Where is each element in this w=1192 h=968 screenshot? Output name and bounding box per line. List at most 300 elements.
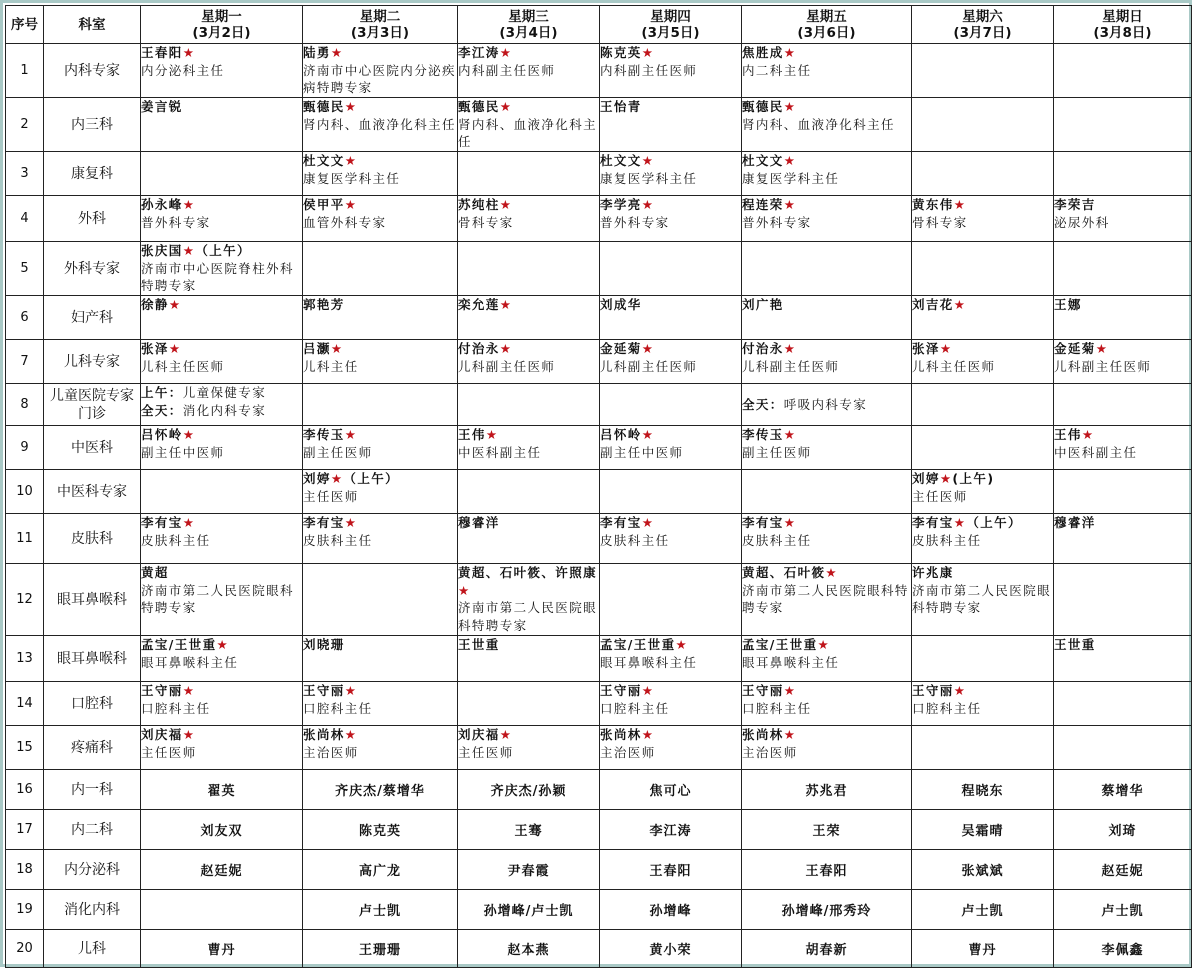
table-row bbox=[6, 98, 1192, 152]
row-number: 1 bbox=[6, 44, 44, 98]
row-number: 12 bbox=[6, 564, 44, 636]
schedule-cell bbox=[600, 296, 742, 340]
table-row bbox=[6, 152, 1192, 196]
doctor-on-duty: 赵廷妮 bbox=[141, 850, 303, 890]
doctor-title: 主治医师 bbox=[303, 744, 359, 760]
doctor-name-text: 李有宝 bbox=[912, 515, 954, 530]
doctor-name-text: 王伟 bbox=[1054, 427, 1082, 442]
schedule-cell bbox=[742, 636, 912, 682]
doctor-title: 内科副主任医师 bbox=[600, 62, 698, 78]
schedule-cell bbox=[912, 44, 1054, 98]
doctor-name-text: 刘庆福 bbox=[141, 727, 183, 742]
star-icon: ★ bbox=[817, 637, 831, 652]
doctor-name bbox=[912, 564, 1053, 582]
doctor-name-text: 穆睿洋 bbox=[1054, 515, 1096, 530]
schedule-cell bbox=[742, 196, 912, 242]
doctor-name bbox=[912, 196, 1053, 214]
doctor-name-text: 许兆康 bbox=[912, 565, 954, 580]
schedule-cell bbox=[458, 340, 600, 384]
doctor-name bbox=[912, 470, 1053, 488]
doctor-name bbox=[600, 152, 741, 170]
schedule-cell bbox=[1054, 514, 1192, 564]
schedule-cell bbox=[458, 682, 600, 726]
doctor-name bbox=[141, 340, 302, 358]
day-date: (3月2日) bbox=[192, 24, 251, 41]
doctor-name bbox=[141, 196, 302, 214]
doctor-on-duty bbox=[141, 890, 303, 930]
doctor-name-text: 李荣吉 bbox=[1054, 197, 1096, 212]
doctor-title: 主治医师 bbox=[600, 744, 656, 760]
schedule-cell bbox=[912, 636, 1054, 682]
doctor-title: 康复医学科主任 bbox=[600, 170, 698, 186]
doctor-title: 口腔科主任 bbox=[912, 700, 982, 716]
department-name: 内科专家 bbox=[44, 44, 141, 98]
doctor-title: 内二科主任 bbox=[742, 62, 812, 78]
table-row bbox=[6, 726, 1192, 770]
doctor-name bbox=[303, 98, 457, 116]
doctor-on-duty: 吴霜晴 bbox=[912, 810, 1054, 850]
session-label: 全天： bbox=[742, 396, 784, 412]
doctor-name bbox=[458, 726, 599, 744]
row-number: 19 bbox=[6, 890, 44, 930]
doctor-name bbox=[912, 296, 1053, 314]
header-day-tue bbox=[303, 6, 458, 44]
schedule-cell bbox=[303, 340, 458, 384]
schedule-cell bbox=[141, 340, 303, 384]
star-icon: ★ bbox=[182, 243, 196, 258]
doctor-name-text: 焦胜成 bbox=[742, 45, 784, 60]
schedule-cell bbox=[458, 470, 600, 514]
doctor-name-text: 金延菊 bbox=[600, 341, 642, 356]
doctor-on-duty: 王珊珊 bbox=[303, 930, 458, 968]
star-icon: ★ bbox=[499, 197, 513, 212]
doctor-name bbox=[141, 636, 302, 654]
doctor-on-duty: 刘琦 bbox=[1054, 810, 1192, 850]
star-icon: ★ bbox=[783, 515, 797, 530]
star-icon: ★ bbox=[182, 515, 196, 530]
doctor-name-text: 张泽 bbox=[141, 341, 169, 356]
schedule-cell bbox=[141, 726, 303, 770]
table-row bbox=[6, 426, 1192, 470]
doctor-title: 皮肤科主任 bbox=[141, 532, 211, 548]
doctor-title: 骨科专家 bbox=[458, 214, 514, 230]
header-day-thu bbox=[600, 6, 742, 44]
star-icon: ★ bbox=[330, 471, 344, 486]
doctor-name bbox=[600, 340, 741, 358]
schedule-cell bbox=[912, 726, 1054, 770]
table-row bbox=[6, 810, 1192, 850]
schedule-cell bbox=[912, 196, 1054, 242]
doctor-name bbox=[1054, 514, 1191, 532]
doctor-title: 济南市中心医院内分泌疾病特聘专家 bbox=[303, 62, 456, 95]
doctor-name bbox=[742, 44, 911, 62]
doctor-on-duty: 孙增峰/邢秀玲 bbox=[742, 890, 912, 930]
star-icon: ★ bbox=[783, 341, 797, 356]
doctor-title: 内分泌科主任 bbox=[141, 62, 225, 78]
doctor-on-duty: 齐庆杰/蔡增华 bbox=[303, 770, 458, 810]
row-number: 18 bbox=[6, 850, 44, 890]
department-name: 妇产科 bbox=[44, 296, 141, 340]
department-name: 消化内科 bbox=[44, 890, 141, 930]
schedule-cell bbox=[141, 44, 303, 98]
doctor-name bbox=[600, 196, 741, 214]
schedule-cell bbox=[458, 726, 600, 770]
table-row bbox=[6, 470, 1192, 514]
department-name: 内一科 bbox=[44, 770, 141, 810]
doctor-name-text: 王世重 bbox=[458, 637, 500, 652]
doctor-name-text: 刘婷 bbox=[303, 471, 331, 486]
schedule-cell bbox=[303, 242, 458, 296]
doctor-on-duty: 王春阳 bbox=[742, 850, 912, 890]
table-row bbox=[6, 682, 1192, 726]
doctor-name bbox=[912, 682, 1053, 700]
doctor-title: 济南市中心医院脊柱外科特聘专家 bbox=[141, 260, 294, 293]
doctor-name bbox=[742, 296, 911, 314]
star-icon: ★ bbox=[499, 341, 513, 356]
doctor-name bbox=[1054, 426, 1191, 444]
schedule-cell bbox=[600, 340, 742, 384]
doctor-name-text: 李传玉 bbox=[303, 427, 345, 442]
doctor-name-text: 李有宝 bbox=[141, 515, 183, 530]
schedule-cell bbox=[1054, 426, 1192, 470]
doctor-name-text: 王守丽 bbox=[742, 683, 784, 698]
doctor-name bbox=[600, 514, 741, 532]
schedule-cell bbox=[303, 426, 458, 470]
doctor-name bbox=[303, 514, 457, 532]
doctor-name-text: 王怡青 bbox=[600, 99, 642, 114]
department-name: 内分泌科 bbox=[44, 850, 141, 890]
doctor-name bbox=[600, 726, 741, 744]
schedule-cell bbox=[600, 98, 742, 152]
doctor-title: 肾内科、血液净化科主任 bbox=[742, 116, 895, 132]
star-icon: ★ bbox=[675, 637, 689, 652]
schedule-cell bbox=[303, 152, 458, 196]
doctor-name-text: 张尚林 bbox=[303, 727, 345, 742]
star-icon: ★ bbox=[344, 683, 358, 698]
table-row bbox=[6, 890, 1192, 930]
schedule-cell bbox=[742, 514, 912, 564]
schedule-cell bbox=[742, 726, 912, 770]
schedule-cell bbox=[1054, 726, 1192, 770]
doctor-title: 副主任医师 bbox=[742, 444, 812, 460]
star-icon: ★ bbox=[499, 297, 513, 312]
day-name: 星期三 bbox=[508, 8, 549, 25]
doctor-title: 副主任中医师 bbox=[141, 444, 225, 460]
star-icon: ★ bbox=[641, 727, 655, 742]
doctor-on-duty: 卢士凯 bbox=[912, 890, 1054, 930]
doctor-name-text: 甄德民 bbox=[303, 99, 345, 114]
star-icon: ★ bbox=[1081, 427, 1095, 442]
doctor-on-duty: 程晓东 bbox=[912, 770, 1054, 810]
doctor-title: 主任医师 bbox=[141, 744, 197, 760]
doctor-title: 骨科专家 bbox=[912, 214, 968, 230]
row-number: 11 bbox=[6, 514, 44, 564]
doctor-name-text: 张庆国 bbox=[141, 243, 183, 258]
star-icon: ★ bbox=[783, 197, 797, 212]
doctor-name-text: 姜言锐 bbox=[141, 99, 183, 114]
doctor-on-duty: 卢士凯 bbox=[1054, 890, 1192, 930]
row-number: 2 bbox=[6, 98, 44, 152]
star-icon: ★ bbox=[953, 297, 967, 312]
schedule-cell bbox=[912, 384, 1054, 426]
schedule-cell bbox=[303, 44, 458, 98]
day-date: (3月8日) bbox=[1093, 24, 1152, 41]
schedule-cell bbox=[912, 296, 1054, 340]
doctor-name-text: 金延菊 bbox=[1054, 341, 1096, 356]
table-row bbox=[6, 196, 1192, 242]
doctor-name bbox=[742, 152, 911, 170]
schedule-cell bbox=[742, 470, 912, 514]
doctor-title: 皮肤科主任 bbox=[303, 532, 373, 548]
doctor-name-text: 付治永 bbox=[742, 341, 784, 356]
department-name: 儿童医院专家门诊 bbox=[44, 384, 141, 426]
doctor-name-text: 刘广艳 bbox=[742, 297, 784, 312]
doctor-name bbox=[141, 564, 302, 582]
doctor-on-duty: 高广龙 bbox=[303, 850, 458, 890]
doctor-name bbox=[141, 44, 302, 62]
row-number: 13 bbox=[6, 636, 44, 682]
doctor-name bbox=[742, 98, 911, 116]
row-number: 4 bbox=[6, 196, 44, 242]
doctor-name bbox=[303, 196, 457, 214]
schedule-cell bbox=[742, 564, 912, 636]
schedule-cell bbox=[1054, 98, 1192, 152]
doctor-name-text: 张泽 bbox=[912, 341, 940, 356]
doctor-name bbox=[600, 98, 741, 116]
doctor-title: 内科副主任医师 bbox=[458, 62, 556, 78]
star-icon: ★ bbox=[182, 683, 196, 698]
star-icon: ★ bbox=[330, 341, 344, 356]
doctor-on-duty: 刘友双 bbox=[141, 810, 303, 850]
star-icon: ★ bbox=[216, 637, 230, 652]
session-text: 呼吸内科专家 bbox=[783, 396, 868, 412]
doctor-name bbox=[141, 296, 302, 314]
doctor-title: 儿科副主任医师 bbox=[1054, 358, 1152, 374]
session-line bbox=[742, 396, 911, 414]
schedule-body bbox=[6, 44, 1192, 968]
star-icon: ★ bbox=[783, 45, 797, 60]
header-day-fri bbox=[742, 6, 912, 44]
doctor-on-duty: 王骞 bbox=[458, 810, 600, 850]
row-number: 7 bbox=[6, 340, 44, 384]
doctor-name-text: 黄超、石叶筱 bbox=[742, 565, 826, 580]
doctor-on-duty: 尹春霞 bbox=[458, 850, 600, 890]
star-icon: ★ bbox=[783, 683, 797, 698]
doctor-name-text: 李有宝 bbox=[303, 515, 345, 530]
doctor-name bbox=[458, 44, 599, 62]
star-icon: ★ bbox=[499, 99, 513, 114]
schedule-cell bbox=[141, 470, 303, 514]
table-row bbox=[6, 564, 1192, 636]
doctor-name-text: 杜文文 bbox=[303, 153, 345, 168]
day-name: 星期五 bbox=[806, 8, 847, 25]
doctor-title: 口腔科主任 bbox=[303, 700, 373, 716]
doctor-title: 儿科副主任医师 bbox=[600, 358, 698, 374]
star-icon: ★ bbox=[168, 341, 182, 356]
schedule-cell bbox=[742, 98, 912, 152]
schedule-cell bbox=[912, 470, 1054, 514]
doctor-title: 眼耳鼻喉科主任 bbox=[600, 654, 698, 670]
schedule-cell bbox=[303, 470, 458, 514]
day-date: (3月5日) bbox=[641, 24, 700, 41]
doctor-name bbox=[141, 98, 302, 116]
schedule-cell bbox=[742, 296, 912, 340]
doctor-name-text: 程连荣 bbox=[742, 197, 784, 212]
doctor-title: 口腔科主任 bbox=[141, 700, 211, 716]
schedule-cell bbox=[458, 44, 600, 98]
doctor-name bbox=[303, 682, 457, 700]
row-number: 6 bbox=[6, 296, 44, 340]
schedule-cell bbox=[141, 636, 303, 682]
schedule-cell bbox=[912, 564, 1054, 636]
star-icon: ★ bbox=[953, 515, 967, 530]
doctor-name bbox=[600, 426, 741, 444]
doctor-title: 儿科主任 bbox=[303, 358, 359, 374]
doctor-on-duty: 李江涛 bbox=[600, 810, 742, 850]
doctor-on-duty: 卢士凯 bbox=[303, 890, 458, 930]
doctor-name bbox=[458, 514, 599, 532]
doctor-name bbox=[742, 726, 911, 744]
day-date: (3月3日) bbox=[350, 24, 410, 41]
star-icon: ★ bbox=[499, 45, 513, 60]
day-date: (3月4日) bbox=[499, 24, 558, 41]
doctor-name-text: 刘庆福 bbox=[458, 727, 500, 742]
schedule-cell bbox=[742, 384, 912, 426]
table-row bbox=[6, 242, 1192, 296]
doctor-on-duty: 蔡增华 bbox=[1054, 770, 1192, 810]
doctor-on-duty: 赵本燕 bbox=[458, 930, 600, 968]
doctor-title: 主治医师 bbox=[742, 744, 798, 760]
day-name: 星期六 bbox=[962, 8, 1003, 25]
schedule-cell bbox=[141, 564, 303, 636]
schedule-cell bbox=[141, 426, 303, 470]
department-name: 中医科 bbox=[44, 426, 141, 470]
star-icon: ★ bbox=[783, 99, 797, 114]
row-number: 15 bbox=[6, 726, 44, 770]
doctor-on-duty: 焦可心 bbox=[600, 770, 742, 810]
star-icon: ★ bbox=[458, 582, 471, 598]
doctor-name-text: 王守丽 bbox=[303, 683, 345, 698]
table-row bbox=[6, 636, 1192, 682]
doctor-name bbox=[458, 636, 599, 654]
doctor-title: 口腔科主任 bbox=[600, 700, 670, 716]
schedule-cell bbox=[600, 196, 742, 242]
schedule-cell bbox=[303, 726, 458, 770]
doctor-on-duty: 胡春新 bbox=[742, 930, 912, 968]
row-number: 16 bbox=[6, 770, 44, 810]
doctor-name-text: 张尚林 bbox=[600, 727, 642, 742]
doctor-name bbox=[303, 44, 457, 62]
schedule-cell bbox=[1054, 196, 1192, 242]
schedule-cell bbox=[600, 152, 742, 196]
doctor-name-text: 孟宝/王世重 bbox=[141, 637, 217, 652]
row-number: 10 bbox=[6, 470, 44, 514]
department-name: 眼耳鼻喉科 bbox=[44, 636, 141, 682]
doctor-name-text: 穆睿洋 bbox=[458, 515, 500, 530]
session-text: 消化内科专家 bbox=[182, 402, 267, 418]
department-name: 儿科专家 bbox=[44, 340, 141, 384]
header-day-wed bbox=[458, 6, 600, 44]
doctor-name-text: 张尚林 bbox=[742, 727, 784, 742]
star-icon: ★ bbox=[641, 515, 655, 530]
session-text: 儿童保健专家 bbox=[182, 385, 267, 400]
doctor-name bbox=[1054, 196, 1191, 214]
doctor-name-text: 王春阳 bbox=[141, 45, 183, 60]
table-row bbox=[6, 770, 1192, 810]
schedule-cell bbox=[1054, 470, 1192, 514]
schedule-cell bbox=[1054, 44, 1192, 98]
doctor-name bbox=[912, 340, 1053, 358]
doctor-name-text: 徐静 bbox=[141, 297, 169, 312]
doctor-name-text: 王守丽 bbox=[600, 683, 642, 698]
doctor-name-text: 李学亮 bbox=[600, 197, 642, 212]
session-suffix: （上午） bbox=[966, 515, 1022, 530]
star-icon: ★ bbox=[825, 565, 839, 580]
session-suffix: （上午） bbox=[343, 471, 400, 486]
doctor-name bbox=[303, 726, 457, 744]
doctor-name bbox=[1054, 296, 1191, 314]
doctor-name-text: 付治永 bbox=[458, 341, 500, 356]
doctor-name bbox=[458, 98, 599, 116]
doctor-title: 副主任中医师 bbox=[600, 444, 684, 460]
schedule-cell bbox=[458, 196, 600, 242]
schedule-cell bbox=[303, 636, 458, 682]
doctor-name-text: 杜文文 bbox=[600, 153, 642, 168]
day-date: (3月6日) bbox=[797, 24, 856, 41]
doctor-name bbox=[742, 514, 911, 532]
doctor-name-text: 郭艳芳 bbox=[303, 297, 345, 312]
schedule-cell bbox=[458, 242, 600, 296]
star-icon: ★ bbox=[641, 45, 655, 60]
day-date: (3月7日) bbox=[953, 24, 1012, 41]
session-line bbox=[141, 384, 302, 402]
doctor-title: 主任医师 bbox=[303, 488, 359, 504]
star-icon: ★ bbox=[344, 197, 358, 212]
star-icon: ★ bbox=[783, 153, 797, 168]
doctor-name-text: 吕怀岭 bbox=[141, 427, 183, 442]
department-name: 内二科 bbox=[44, 810, 141, 850]
doctor-on-duty: 齐庆杰/孙颖 bbox=[458, 770, 600, 810]
doctor-on-duty: 苏兆君 bbox=[742, 770, 912, 810]
star-icon: ★ bbox=[641, 341, 655, 356]
doctor-name bbox=[600, 44, 741, 62]
session-suffix: （上午） bbox=[195, 243, 251, 258]
doctor-name bbox=[458, 564, 599, 599]
star-icon: ★ bbox=[344, 99, 358, 114]
doctor-title: 眼耳鼻喉科主任 bbox=[742, 654, 840, 670]
doctor-name-text: 吕怀岭 bbox=[600, 427, 642, 442]
session-label: 全天： bbox=[141, 402, 183, 418]
doctor-name bbox=[458, 426, 599, 444]
doctor-name-text: 杜文文 bbox=[742, 153, 784, 168]
schedule-cell bbox=[742, 152, 912, 196]
doctor-name-text: 孟宝/王世重 bbox=[600, 637, 676, 652]
star-icon: ★ bbox=[344, 727, 358, 742]
header-day-sat bbox=[912, 6, 1054, 44]
doctor-on-duty: 孙增峰/卢士凯 bbox=[458, 890, 600, 930]
schedule-cell bbox=[1054, 340, 1192, 384]
schedule-cell bbox=[912, 242, 1054, 296]
doctor-on-duty: 张斌斌 bbox=[912, 850, 1054, 890]
doctor-title: 济南市第二人民医院眼科特聘专家 bbox=[458, 600, 598, 633]
doctor-name-text: 刘吉花 bbox=[912, 297, 954, 312]
star-icon: ★ bbox=[641, 427, 655, 442]
schedule-cell bbox=[458, 98, 600, 152]
doctor-name-text: 甄德民 bbox=[742, 99, 784, 114]
table-row bbox=[6, 514, 1192, 564]
schedule-cell bbox=[600, 514, 742, 564]
doctor-on-duty: 孙增峰 bbox=[600, 890, 742, 930]
